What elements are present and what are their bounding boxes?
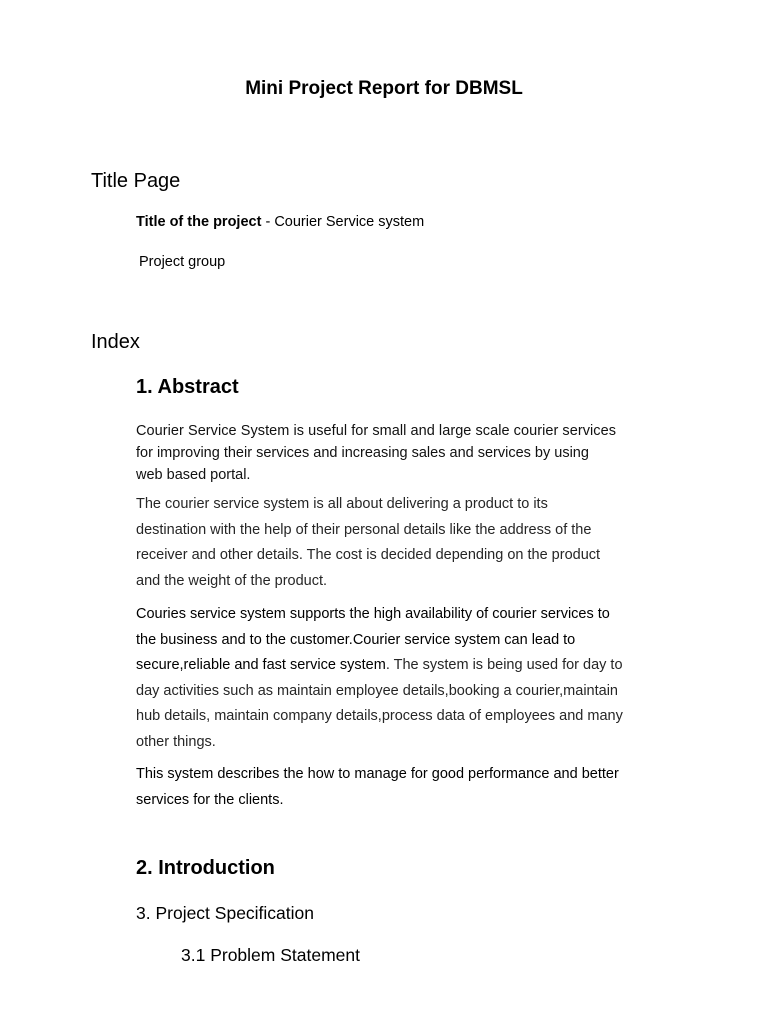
- text-line: This system describes the how to manage for good performance and better: [136, 766, 619, 782]
- text-line: Courier Service System is useful for small and large scale courier services: [136, 423, 617, 439]
- text-line: The courier service system is all about delivering a product to its: [136, 496, 548, 512]
- text-line: receiver and other details. The cost is decided depending on the product: [136, 547, 601, 563]
- title-page-heading: Title Page: [91, 170, 181, 192]
- text-line: for improving their services and increasing sales and services by using: [136, 445, 589, 461]
- text-line-mixed: [136, 653, 681, 679]
- abstract-paragraph-4: [136, 762, 681, 813]
- specification-heading: 3. Project Specification: [136, 903, 315, 923]
- project-title-separator: -: [261, 214, 275, 230]
- project-title-label: Title of the project: [136, 214, 262, 230]
- text-fragment: . The system is being used for day to: [385, 657, 623, 673]
- document-title: Mini Project Report for DBMSL: [245, 78, 523, 99]
- text-line: day activities such as maintain employee details,booking a courier,maintain: [136, 682, 618, 699]
- text-line: and the weight of the product.: [136, 572, 328, 589]
- text-line: web based portal.: [136, 467, 251, 483]
- abstract-paragraph-3: [136, 602, 681, 755]
- project-group-label: Project group: [139, 254, 226, 270]
- project-title-value: Courier Service system: [274, 214, 425, 230]
- text-line: the business and to the customer.Courier service system can lead to: [136, 631, 576, 648]
- text-line: services for the clients.: [136, 791, 284, 808]
- text-line: hub details, maintain company details,process data of employees and many: [136, 708, 623, 724]
- abstract-heading: 1. Abstract: [136, 376, 239, 398]
- text-line: destination with the help of their personal details like the address of the: [136, 521, 592, 538]
- problem-statement-heading: 3.1 Problem Statement: [181, 945, 360, 965]
- index-heading: Index: [91, 331, 140, 353]
- introduction-heading: 2. Introduction: [136, 857, 275, 879]
- text-line: Couries service system supports the high availability of courier services to: [136, 606, 610, 622]
- abstract-paragraph-2: [136, 492, 681, 594]
- project-title-line: [136, 214, 424, 230]
- text-line: other things.: [136, 733, 216, 750]
- abstract-paragraph-1: [136, 420, 681, 486]
- emphasis-text: secure,reliable and fast service system: [136, 657, 386, 673]
